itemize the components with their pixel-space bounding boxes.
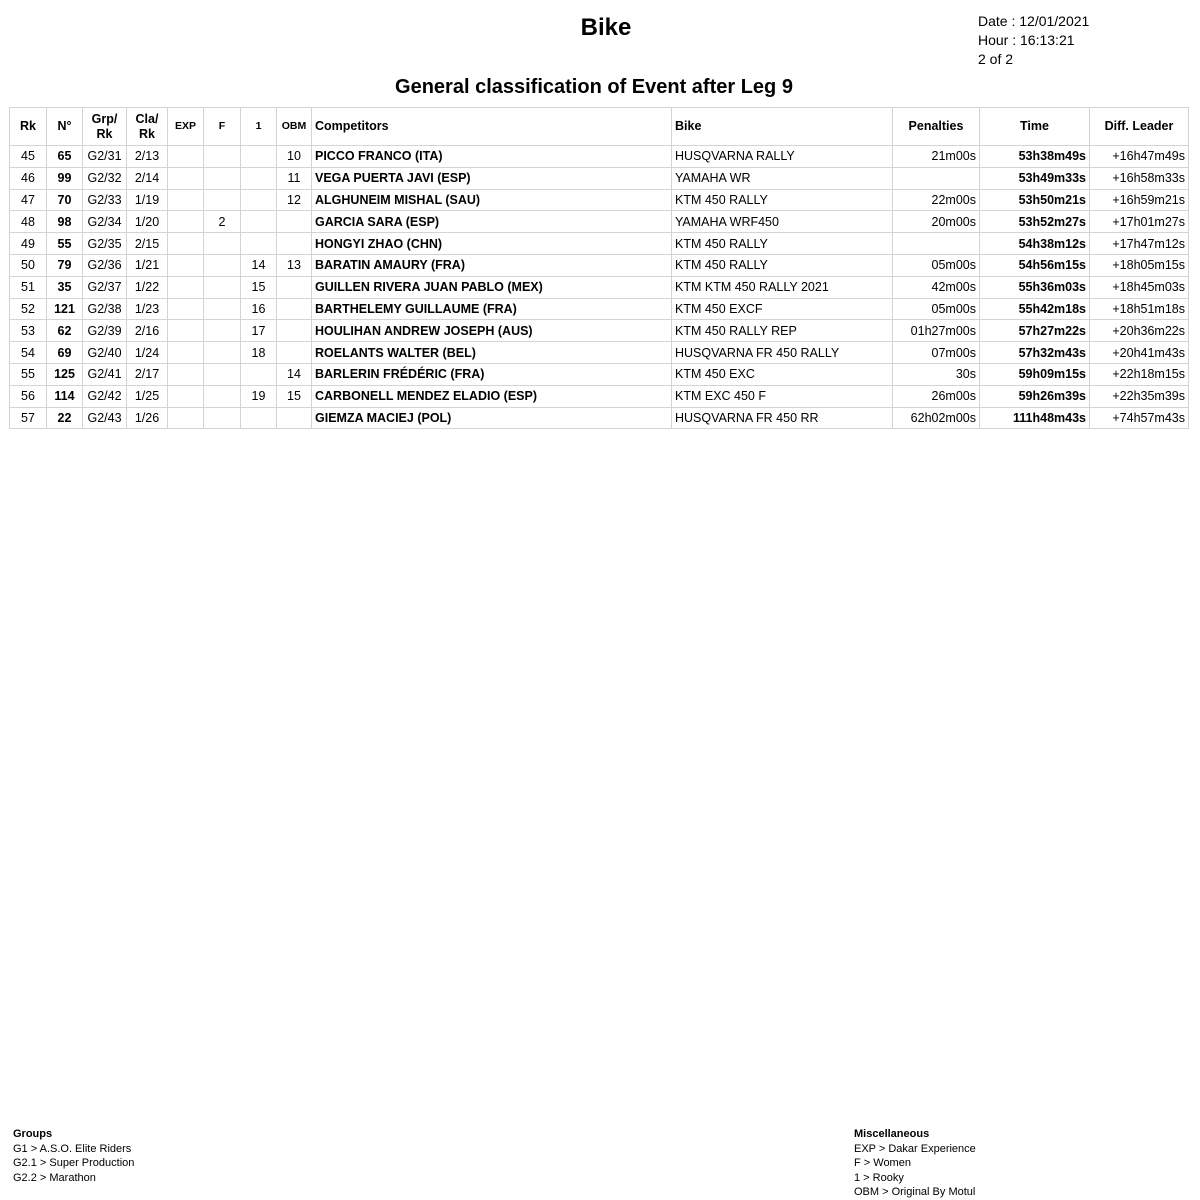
cell-rooky [241, 146, 277, 168]
cell-f [204, 385, 241, 407]
cell-f [204, 189, 241, 211]
cell-group-rank: G2/34 [83, 211, 127, 233]
groups-item: G2.2 > Marathon [13, 1171, 96, 1184]
cell-rk: 46 [10, 167, 47, 189]
cell-penalties [893, 233, 980, 255]
col-header-group-rank: Grp/ Rk [83, 108, 127, 146]
cell-competitor: HOULIHAN ANDREW JOSEPH (AUS) [312, 320, 672, 342]
groups-item: G2.1 > Super Production [13, 1157, 135, 1169]
cell-diff-leader: +20h36m22s [1090, 320, 1189, 342]
cell-rooky: 15 [241, 276, 277, 298]
cell-diff-leader: +16h58m33s [1090, 167, 1189, 189]
cell-group-rank: G2/36 [83, 254, 127, 276]
col-header-diff-leader: Diff. Leader [1090, 108, 1189, 146]
cell-number: 35 [47, 276, 83, 298]
cell-exp [168, 167, 204, 189]
cell-f [204, 320, 241, 342]
cell-exp [168, 189, 204, 211]
cell-rk: 49 [10, 233, 47, 255]
cell-obm: 12 [277, 189, 312, 211]
col-header-rk: Rk [10, 108, 47, 146]
cell-group-rank: G2/40 [83, 342, 127, 364]
cell-rooky: 14 [241, 254, 277, 276]
cell-rk: 45 [10, 146, 47, 168]
cell-rk: 50 [10, 254, 47, 276]
cell-rooky [241, 233, 277, 255]
cell-diff-leader: +18h51m18s [1090, 298, 1189, 320]
cell-group-rank: G2/37 [83, 276, 127, 298]
cell-rooky [241, 363, 277, 385]
col-header-bike: Bike [672, 108, 893, 146]
cell-exp [168, 342, 204, 364]
misc-item: OBM > Original By Motul [854, 1186, 976, 1198]
cell-diff-leader: +22h35m39s [1090, 385, 1189, 407]
cell-f [204, 298, 241, 320]
cell-time: 59h09m15s [980, 363, 1090, 385]
cell-penalties: 20m00s [893, 211, 980, 233]
cell-number: 114 [47, 385, 83, 407]
cell-group-rank: G2/31 [83, 146, 127, 168]
cell-f [204, 407, 241, 429]
table-row [10, 276, 1189, 298]
cell-rk: 55 [10, 363, 47, 385]
table-row [10, 189, 1189, 211]
cell-class-rank: 1/21 [127, 254, 168, 276]
cell-number: 125 [47, 363, 83, 385]
table-row [10, 363, 1189, 385]
cell-class-rank: 1/26 [127, 407, 168, 429]
cell-obm [277, 233, 312, 255]
cell-bike: HUSQVARNA FR 450 RR [672, 407, 893, 429]
col-header-penalties: Penalties [893, 108, 980, 146]
misc-item: F > Women [854, 1157, 911, 1169]
table-row [10, 320, 1189, 342]
cell-time: 55h42m18s [980, 298, 1090, 320]
cell-bike: KTM KTM 450 RALLY 2021 [672, 276, 893, 298]
cell-rooky [241, 211, 277, 233]
cell-bike: YAMAHA WRF450 [672, 211, 893, 233]
groups-legend [13, 1127, 134, 1185]
cell-penalties: 42m00s [893, 276, 980, 298]
cell-class-rank: 2/14 [127, 167, 168, 189]
cell-bike: KTM 450 RALLY [672, 254, 893, 276]
cell-group-rank: G2/39 [83, 320, 127, 342]
table-row [10, 211, 1189, 233]
cell-rk: 53 [10, 320, 47, 342]
cell-diff-leader: +17h01m27s [1090, 211, 1189, 233]
cell-class-rank: 1/23 [127, 298, 168, 320]
cell-group-rank: G2/35 [83, 233, 127, 255]
cell-time: 54h38m12s [980, 233, 1090, 255]
cell-time: 53h49m33s [980, 167, 1090, 189]
cell-group-rank: G2/41 [83, 363, 127, 385]
cell-penalties: 01h27m00s [893, 320, 980, 342]
cell-bike: KTM 450 EXC [672, 363, 893, 385]
cell-group-rank: G2/38 [83, 298, 127, 320]
cell-class-rank: 1/25 [127, 385, 168, 407]
cell-competitor: PICCO FRANCO (ITA) [312, 146, 672, 168]
cell-diff-leader: +20h41m43s [1090, 342, 1189, 364]
cell-rk: 48 [10, 211, 47, 233]
cell-time: 57h32m43s [980, 342, 1090, 364]
cell-group-rank: G2/42 [83, 385, 127, 407]
table-row [10, 385, 1189, 407]
cell-obm [277, 276, 312, 298]
cell-f [204, 167, 241, 189]
cell-rk: 47 [10, 189, 47, 211]
cell-penalties: 05m00s [893, 298, 980, 320]
page-title: Bike [580, 14, 632, 41]
cell-group-rank: G2/43 [83, 407, 127, 429]
cell-obm [277, 320, 312, 342]
cell-number: 79 [47, 254, 83, 276]
cell-obm [277, 342, 312, 364]
cell-penalties: 22m00s [893, 189, 980, 211]
cell-group-rank: G2/32 [83, 167, 127, 189]
cell-competitor: GIEMZA MACIEJ (POL) [312, 407, 672, 429]
cell-exp [168, 363, 204, 385]
cell-exp [168, 320, 204, 342]
cell-diff-leader: +18h05m15s [1090, 254, 1189, 276]
col-header-obm: OBM [277, 108, 312, 146]
cell-class-rank: 2/17 [127, 363, 168, 385]
cell-exp [168, 407, 204, 429]
cell-obm [277, 407, 312, 429]
cell-bike: KTM 450 RALLY REP [672, 320, 893, 342]
cell-penalties [893, 167, 980, 189]
cell-f: 2 [204, 211, 241, 233]
cell-rk: 56 [10, 385, 47, 407]
table-row [10, 254, 1189, 276]
cell-obm: 11 [277, 167, 312, 189]
cell-time: 54h56m15s [980, 254, 1090, 276]
cell-time: 53h52m27s [980, 211, 1090, 233]
cell-competitor: GUILLEN RIVERA JUAN PABLO (MEX) [312, 276, 672, 298]
table-row [10, 146, 1189, 168]
report-meta [978, 12, 1089, 69]
cell-time: 111h48m43s [980, 407, 1090, 429]
col-header-exp: EXP [168, 108, 204, 146]
cell-diff-leader: +16h59m21s [1090, 189, 1189, 211]
report-hour: Hour : 16:13:21 [978, 32, 1075, 48]
cell-obm: 15 [277, 385, 312, 407]
cell-rooky: 17 [241, 320, 277, 342]
cell-diff-leader: +18h45m03s [1090, 276, 1189, 298]
table-row [10, 298, 1189, 320]
cell-rooky [241, 167, 277, 189]
cell-bike: KTM EXC 450 F [672, 385, 893, 407]
cell-rooky: 19 [241, 385, 277, 407]
cell-diff-leader: +17h47m12s [1090, 233, 1189, 255]
cell-exp [168, 254, 204, 276]
cell-penalties: 30s [893, 363, 980, 385]
cell-penalties: 07m00s [893, 342, 980, 364]
col-header-f: F [204, 108, 241, 146]
col-header-competitors: Competitors [312, 108, 672, 146]
col-header-number: N° [47, 108, 83, 146]
cell-class-rank: 1/20 [127, 211, 168, 233]
cell-rooky [241, 189, 277, 211]
cell-rooky: 18 [241, 342, 277, 364]
misc-heading: Miscellaneous [854, 1128, 930, 1140]
cell-penalties: 21m00s [893, 146, 980, 168]
cell-diff-leader: +74h57m43s [1090, 407, 1189, 429]
cell-obm [277, 298, 312, 320]
cell-rk: 52 [10, 298, 47, 320]
table-row [10, 167, 1189, 189]
cell-exp [168, 385, 204, 407]
cell-competitor: ROELANTS WALTER (BEL) [312, 342, 672, 364]
col-header-rooky: 1 [241, 108, 277, 146]
cell-penalties: 05m00s [893, 254, 980, 276]
cell-bike: KTM 450 RALLY [672, 189, 893, 211]
cell-rk: 54 [10, 342, 47, 364]
misc-item: EXP > Dakar Experience [854, 1142, 976, 1155]
table-row [10, 233, 1189, 255]
cell-time: 53h50m21s [980, 189, 1090, 211]
cell-competitor: CARBONELL MENDEZ ELADIO (ESP) [312, 385, 672, 407]
cell-time: 55h36m03s [980, 276, 1090, 298]
cell-number: 65 [47, 146, 83, 168]
cell-rk: 57 [10, 407, 47, 429]
cell-time: 59h26m39s [980, 385, 1090, 407]
cell-time: 53h38m49s [980, 146, 1090, 168]
cell-class-rank: 2/16 [127, 320, 168, 342]
cell-number: 69 [47, 342, 83, 364]
misc-legend [854, 1127, 976, 1200]
cell-exp [168, 233, 204, 255]
cell-penalties: 26m00s [893, 385, 980, 407]
classification-table [9, 107, 1189, 429]
cell-diff-leader: +16h47m49s [1090, 146, 1189, 168]
cell-competitor: VEGA PUERTA JAVI (ESP) [312, 167, 672, 189]
cell-diff-leader: +22h18m15s [1090, 363, 1189, 385]
cell-time: 57h27m22s [980, 320, 1090, 342]
report-date: Date : 12/01/2021 [978, 13, 1090, 29]
cell-competitor: BARTHELEMY GUILLAUME (FRA) [312, 298, 672, 320]
cell-f [204, 146, 241, 168]
report-subtitle: General classification of Event after Leg 9 [395, 76, 793, 98]
cell-rooky: 16 [241, 298, 277, 320]
cell-group-rank: G2/33 [83, 189, 127, 211]
cell-bike: HUSQVARNA RALLY [672, 146, 893, 168]
cell-f [204, 363, 241, 385]
cell-class-rank: 1/24 [127, 342, 168, 364]
cell-competitor: HONGYI ZHAO (CHN) [312, 233, 672, 255]
cell-penalties: 62h02m00s [893, 407, 980, 429]
cell-exp [168, 211, 204, 233]
cell-number: 98 [47, 211, 83, 233]
cell-bike: KTM 450 RALLY [672, 233, 893, 255]
cell-class-rank: 1/19 [127, 189, 168, 211]
cell-number: 70 [47, 189, 83, 211]
cell-obm: 10 [277, 146, 312, 168]
col-header-class-rank: Cla/ Rk [127, 108, 168, 146]
cell-exp [168, 298, 204, 320]
cell-competitor: BARATIN AMAURY (FRA) [312, 254, 672, 276]
cell-bike: YAMAHA WR [672, 167, 893, 189]
cell-exp [168, 276, 204, 298]
cell-number: 121 [47, 298, 83, 320]
cell-class-rank: 2/13 [127, 146, 168, 168]
cell-rk: 51 [10, 276, 47, 298]
cell-obm: 14 [277, 363, 312, 385]
groups-item: G1 > A.S.O. Elite Riders [13, 1142, 132, 1155]
cell-f [204, 342, 241, 364]
cell-competitor: GARCIA SARA (ESP) [312, 211, 672, 233]
cell-bike: KTM 450 EXCF [672, 298, 893, 320]
cell-obm: 13 [277, 254, 312, 276]
table-row [10, 407, 1189, 429]
cell-class-rank: 1/22 [127, 276, 168, 298]
cell-f [204, 254, 241, 276]
cell-rooky [241, 407, 277, 429]
cell-number: 62 [47, 320, 83, 342]
table-row [10, 342, 1189, 364]
col-header-time: Time [980, 108, 1090, 146]
cell-number: 55 [47, 233, 83, 255]
groups-heading: Groups [13, 1128, 53, 1140]
cell-obm [277, 211, 312, 233]
cell-number: 22 [47, 407, 83, 429]
cell-f [204, 233, 241, 255]
page-number: 2 of 2 [978, 51, 1014, 67]
cell-competitor: BARLERIN FRÉDÉRIC (FRA) [312, 363, 672, 385]
table-header-row [10, 108, 1189, 146]
cell-competitor: ALGHUNEIM MISHAL (SAU) [312, 189, 672, 211]
cell-number: 99 [47, 167, 83, 189]
cell-f [204, 276, 241, 298]
cell-exp [168, 146, 204, 168]
misc-item: 1 > Rooky [854, 1171, 904, 1184]
cell-class-rank: 2/15 [127, 233, 168, 255]
cell-bike: HUSQVARNA FR 450 RALLY [672, 342, 893, 364]
